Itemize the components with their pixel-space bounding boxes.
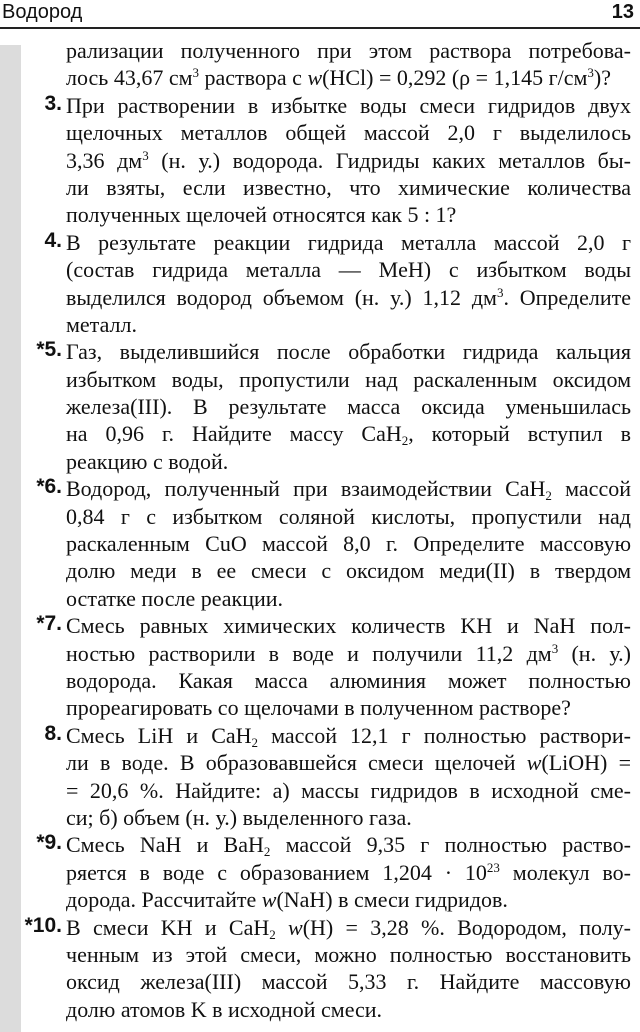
text-line: Смесь LiH и CaH$_2$ массой 12,1 г полностью раствори- — [66, 722, 631, 750]
page-number: 13 — [611, 1, 634, 23]
problem-item — [44, 91, 631, 229]
problem-number: 3. — [44, 91, 62, 115]
problem-number: *10. — [24, 913, 62, 937]
text-line: дорода. Рассчитайте w(NaH) в смеси гидридов. — [66, 887, 508, 913]
problem-item — [36, 475, 631, 612]
text-line: лось 43,67 $см^3$ раствора с w(HCl) = 0,292 (ρ = 1,145 $г/см^3$)? — [66, 65, 611, 91]
problem-item — [24, 913, 632, 1024]
text-line: Смесь NaH и BaH$_2$ массой 9,35 г полностью раство- — [66, 832, 631, 860]
text-line: 3,36 $дм^3$ (н. у.) водорода. Гидриды каких металлов бы- — [66, 147, 631, 173]
text-line: Смесь равных химических количеств KH и NaH пол- — [66, 613, 631, 639]
text-line: раскаленным CuO массой 8,0 г. Определите массовую — [66, 531, 631, 557]
text-line: = 20,6 %. Найдите: а) массы гидридов в исходной сме- — [66, 777, 631, 803]
problem-number: *7. — [36, 612, 62, 636]
text-line: ченным из этой смеси, можно полностью восстановить — [66, 941, 631, 967]
problem-item — [36, 831, 631, 913]
text-line: металл. — [66, 311, 137, 337]
problem-item — [36, 612, 631, 722]
text-line: си; б) объем (н. у.) выделенного газа. — [66, 804, 412, 830]
problem-number: 8. — [44, 721, 62, 745]
text-line: Газ, выделившийся после обработки гидрида кальция — [66, 339, 631, 365]
text-line: В смеси KH и CaH$_2$ w(H) = 3,28 %. Водородом, полу- — [66, 914, 632, 942]
text-line: прореагировать со щелочами в полученном растворе? — [66, 695, 571, 721]
text-line: ли взяты, если известно, что химические количества — [66, 174, 631, 200]
text-line: В результате реакции гидрида металла массой 2,0 г — [66, 229, 631, 255]
header-rule — [0, 27, 640, 29]
text-line: (состав гидрида металла — MeH) с избытком воды — [66, 257, 631, 283]
text-line: Водород, полученный при взаимодействии CaH$_2$ массой — [66, 476, 631, 504]
text-line: рализации полученного при этом раствора потребова- — [66, 38, 631, 63]
text-line: ли в воде. В образовавшейся смеси щелочей w(LiOH) = — [66, 750, 631, 776]
text-line: избытком воды, пропустили над раскаленным оксидом — [66, 366, 631, 392]
problem-list — [24, 37, 632, 1023]
text-line: При растворении в избытке воды смеси гидридов двух — [66, 92, 631, 118]
text-line: щелочных металлов общей массой 2,0 г выделилось — [66, 120, 631, 146]
text-line: выделился водород объемом (н. у.) 1,12 $дм^3$. Определите — [66, 284, 631, 310]
problem-item — [44, 228, 631, 339]
problem-number: 4. — [44, 228, 62, 252]
text-line: 0,84 г с избытком соляной кислоты, пропустили над — [66, 503, 631, 529]
text-line: ряется в воде с образованием $1,204 \cdot 10^{23}$ молекул во- — [66, 859, 631, 885]
text-line: ностью растворили в воде и получили 11,2 $дм^3$ (н. у.) — [66, 640, 631, 666]
text-line: водорода. Какая масса алюминия может полностью — [66, 667, 631, 693]
problem-number: *9. — [36, 831, 62, 855]
text-line: долю атомов K в исходной смеси. — [66, 996, 383, 1022]
text-line: остатке после реакции. — [66, 585, 284, 611]
text-line: долю меди в ее смеси с оксидом меди(II) в твердом — [66, 558, 631, 584]
problem-item — [36, 338, 631, 475]
text-line: на 0,96 г. Найдите массу CaH$_2$, который вступил в — [66, 421, 631, 449]
problem-number: *6. — [36, 475, 62, 499]
section-title: Водород — [2, 1, 83, 23]
text-line: полученных щелочей относятся как 5 : 1? — [66, 202, 457, 228]
problem-item — [44, 721, 631, 832]
problem-number: *5. — [36, 338, 62, 362]
text-line: оксид железа(III) массой 5,33 г. Найдите массовую — [66, 969, 631, 995]
text-line: железа(III). В результате масса оксида уменьшилась — [66, 394, 631, 420]
margin-bar — [0, 45, 21, 1032]
text-line: реакцию с водой. — [66, 448, 229, 474]
page-header — [0, 0, 640, 30]
